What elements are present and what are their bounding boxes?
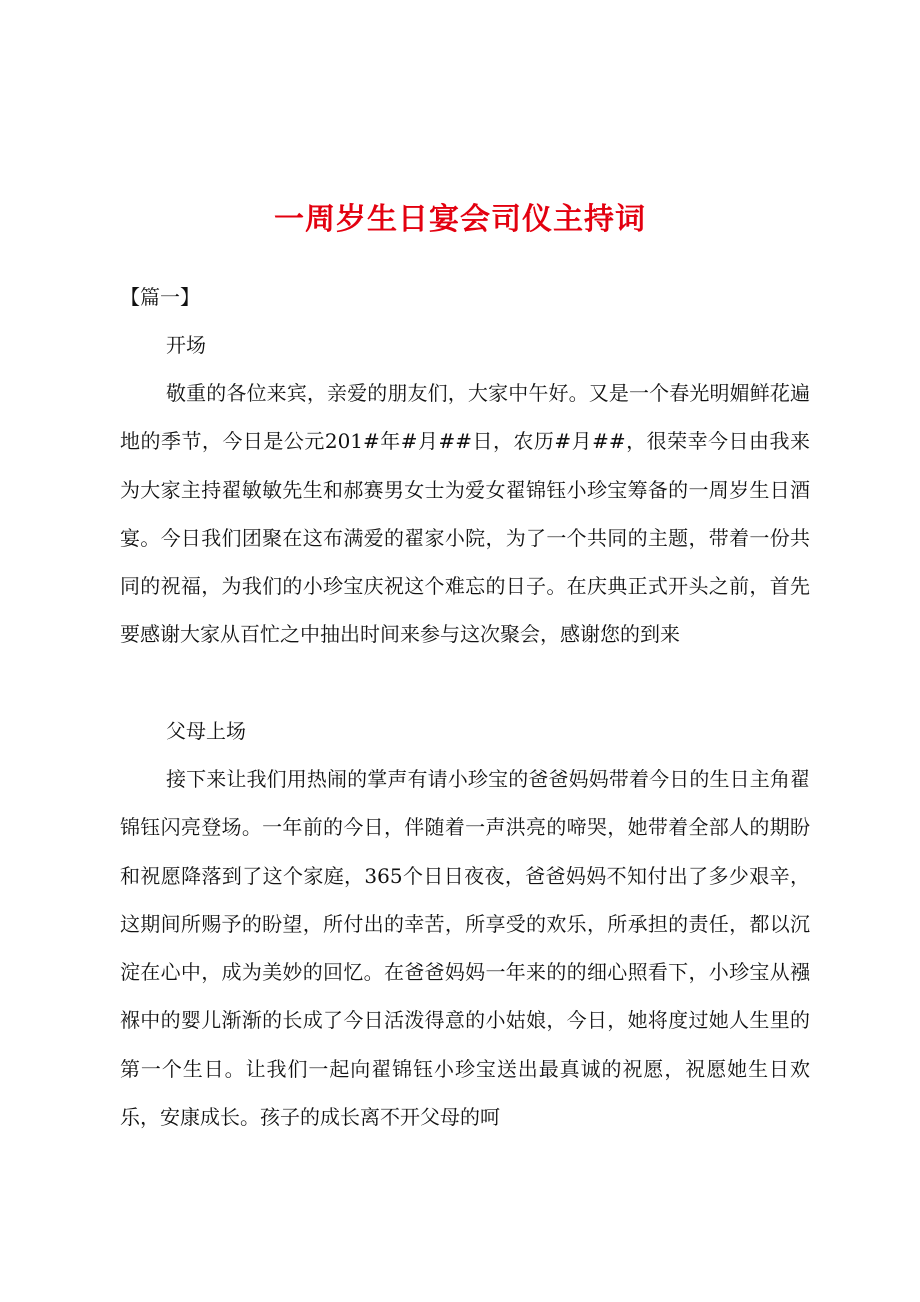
paragraph-parents-enter: 接下来让我们用热闹的掌声有请小珍宝的爸爸妈妈带着今日的生日主角翟锦钰闪亮登场。一年前的今日，伴随着一声洪亮的啼哭，她带着全部人的期盼和祝愿降落到了这个家庭，365个日日夜夜，爸爸妈妈不知付出了多少艰辛，这期间所赐予的盼望，所付出的幸苦，所享受的欢乐，所承担的责任，都以沉淀在心中，成为美妙的回忆。在爸爸妈妈一年来的的细心照看下，小珍宝从襁褓中的婴儿渐渐的长成了今日活泼得意的小姑娘，今日，她将度过她人生里的第一个生日。让我们一起向翟锦钰小珍宝送出最真诚的祝愿，祝愿她生日欢乐，安康成长。孩子的成长离不开父母的呵 [120,767,810,1130]
document-title: 一周岁生日宴会司仪主持词 [274,202,646,237]
heading-opening: 开场 [166,333,206,357]
paragraph-opening: 敬重的各位来宾，亲爱的朋友们，大家中午好。又是一个春光明媚鲜花遍地的季节，今日是公元201#年#月##日，农历#月##，很荣幸今日由我来为大家主持翟敏敏先生和郝赛男女士为爱女翟锦钰小珍宝筹备的一周岁生日酒宴。今日我们团聚在这布满爱的翟家小院，为了一个共同的主题，带着一份共同的祝福，为我们的小珍宝庆祝这个难忘的日子。在庆典正式开头之前，首先要感谢大家从百忙之中抽出时间来参与这次聚会，感谢您的到来 [120,381,810,647]
heading-parents-enter: 父母上场 [166,719,246,743]
section-label: 【篇一】 [120,285,200,309]
